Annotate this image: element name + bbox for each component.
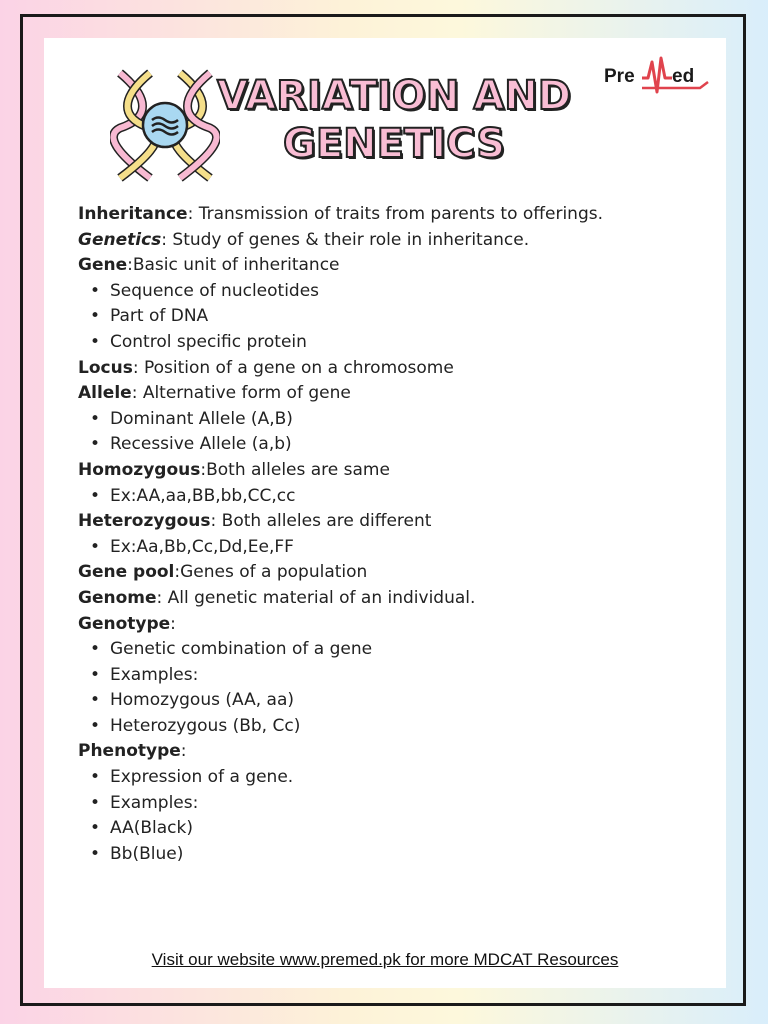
list-item: • Control specific protein — [110, 330, 698, 356]
list-item: • Expression of a gene. — [110, 765, 698, 791]
list-item: • Dominant Allele (A,B) — [110, 407, 698, 433]
premed-logo — [602, 52, 712, 96]
list-item: • Genetic combination of a gene — [110, 637, 698, 663]
allele-list — [78, 407, 698, 458]
definition-homozygous: Homozygous:Both alleles are same — [78, 459, 390, 480]
list-item: • Part of DNA — [110, 304, 698, 330]
definition-inheritance: Inheritance: Transmission of traits from parents to offerings. — [78, 204, 603, 224]
definition-gene-pool: Gene pool:Genes of a population — [78, 562, 368, 583]
list-item: • Ex:AA,aa,BB,bb,CC,cc — [110, 484, 698, 510]
list-item: • Homozygous (AA, aa) — [110, 688, 698, 714]
document-sheet — [44, 38, 726, 988]
list-item: • Ex:Aa,Bb,Cc,Dd,Ee,FF — [110, 535, 698, 561]
gene-list — [78, 279, 698, 356]
list-item: • Recessive Allele (a,b) — [110, 432, 698, 458]
homozygous-list — [78, 484, 698, 510]
definition-genetics: Genetics: Study of genes & their role in inheritance. — [78, 229, 530, 250]
title-line-1: VARIATION AND — [217, 73, 571, 119]
list-item: • Examples: — [110, 663, 698, 689]
definition-locus: Locus: Position of a gene on a chromosome — [78, 357, 454, 378]
list-item: • Examples: — [110, 791, 698, 817]
definition-genome: Genome: All genetic material of an individual. — [78, 587, 476, 608]
logo-text-med: ed — [672, 66, 695, 87]
phenotype-list — [78, 765, 698, 867]
notes-content — [78, 202, 698, 867]
list-item: • Bb(Blue) — [110, 842, 698, 868]
page-title — [194, 72, 594, 168]
genotype-list — [78, 637, 698, 739]
definition-gene: Gene:Basic unit of inheritance — [78, 255, 340, 276]
list-item: • Heterozygous (Bb, Cc) — [110, 714, 698, 740]
title-line-2: GENETICS — [282, 121, 506, 167]
definition-heterozygous: Heterozygous: Both alleles are different — [78, 511, 432, 532]
list-item: • AA(Black) — [110, 816, 698, 842]
website-footer-link[interactable]: Visit our website www.premed.pk for more MDCAT Resources — [151, 950, 619, 969]
list-item: • Sequence of nucleotides — [110, 279, 698, 305]
definition-allele: Allele: Alternative form of gene — [78, 383, 351, 404]
logo-text-pre: Pre — [604, 66, 635, 87]
definition-phenotype: Phenotype: — [78, 741, 187, 762]
definition-genotype: Genotype: — [78, 613, 176, 634]
heterozygous-list — [78, 535, 698, 561]
